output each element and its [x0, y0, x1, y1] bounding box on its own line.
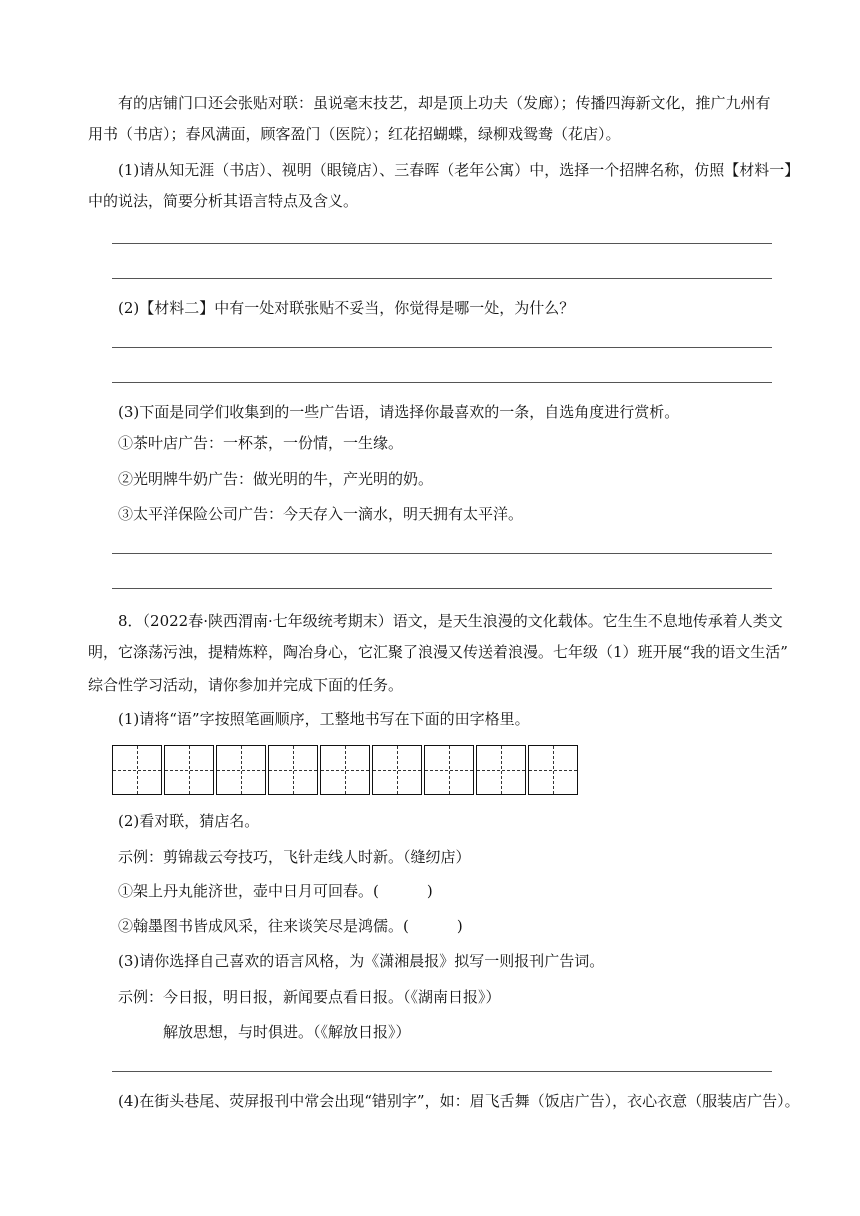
answer-line[interactable] — [112, 553, 772, 554]
sub-question-3: (3)请你选择自己喜欢的语言风格，为《潇湘晨报》拟写一则报刊广告词。 — [118, 952, 605, 970]
tianzige-cell[interactable] — [528, 745, 578, 795]
intro-line-1: 有的店铺门口还会张贴对联：虽说毫末技艺，却是顶上功夫（发廊）；传播四海新文化，推广九州有 — [118, 94, 771, 112]
tianzige-cell[interactable] — [476, 745, 526, 795]
couplet-item-2 — [88, 911, 778, 941]
close-paren: ) — [426, 882, 433, 900]
couplet-item-1-text: ①架上丹丸能济世，壶中日月可回春。( — [118, 882, 379, 900]
answer-line[interactable] — [112, 1071, 772, 1072]
couplet-item-1 — [88, 876, 778, 906]
answer-line[interactable] — [112, 347, 772, 348]
ad-item-3: ③太平洋保险公司广告：今天存入一滴水，明天拥有太平洋。 — [118, 505, 524, 523]
tianzige-cell[interactable] — [372, 745, 422, 795]
answer-line[interactable] — [112, 588, 772, 589]
close-paren: ) — [456, 917, 463, 935]
tianzige-cell[interactable] — [424, 745, 474, 795]
question-1-line-2: 中的说法，简要分析其语言特点及含义。 — [88, 192, 359, 210]
sub-question-2-example: 示例：剪锦裁云夸技巧，飞针走线人时新。（缝纫店） — [118, 848, 471, 866]
tianzige-cell[interactable] — [112, 745, 162, 795]
couplet-item-2-text: ②翰墨图书皆成风采，往来谈笑尽是鸿儒。( — [118, 917, 409, 935]
sub-question-4: (4)在街头巷尾、荧屏报刊中常会出现“错别字”，如：眉飞舌舞（饭店广告），衣心衣意（服装店广告）。 — [118, 1092, 800, 1110]
ad-item-2: ②光明牌牛奶广告：做光明的牛，产光明的奶。 — [118, 470, 434, 488]
answer-line[interactable] — [112, 243, 772, 244]
tianzige-cell[interactable] — [268, 745, 318, 795]
tianzige-grid[interactable] — [112, 745, 580, 795]
sub-question-3-example-2: 解放思想，与时俱进。（《解放日报》） — [163, 1023, 411, 1041]
ad-item-1: ①茶叶店广告：一杯茶，一份情，一生缘。 — [118, 434, 404, 452]
question-8-line-3: 综合性学习活动，请你参加并完成下面的任务。 — [88, 676, 404, 694]
tianzige-cell[interactable] — [320, 745, 370, 795]
answer-line[interactable] — [112, 382, 772, 383]
sub-question-1: (1)请将“语”字按照笔画顺序，工整地书写在下面的田字格里。 — [118, 710, 530, 728]
question-8-line-1: 8．（2022春·陕西渭南·七年级统考期末）语文，是天生浪漫的文化载体。它生生不息地传承着人类文 — [118, 612, 783, 630]
question-1-line-1: (1)请从知无涯（书店）、视明（眼镜店）、三春晖（老年公寓）中，选择一个招牌名称，仿照【材料一】 — [118, 161, 800, 179]
tianzige-cell[interactable] — [216, 745, 266, 795]
question-3: (3)下面是同学们收集到的一些广告语，请选择你最喜欢的一条，自选角度进行赏析。 — [118, 403, 680, 421]
tianzige-cell[interactable] — [164, 745, 214, 795]
question-2: (2)【材料二】中有一处对联张贴不妥当，你觉得是哪一处，为什么？ — [118, 299, 575, 317]
sub-question-3-example-1: 示例：今日报，明日报，新闻要点看日报。（《湖南日报》） — [118, 988, 501, 1006]
answer-line[interactable] — [112, 278, 772, 279]
sub-question-2: (2)看对联，猜店名。 — [118, 812, 260, 830]
intro-line-2: 用书（书店）；春风满面，顾客盈门（医院）；红花招蝴蝶，绿柳戏鸳鸯（花店）。 — [88, 125, 621, 143]
question-8-line-2: 明，它涤荡污浊，提精炼粹，陶冶身心，它汇聚了浪漫又传送着浪漫。七年级（1）班开展“我的语文生活” — [88, 643, 788, 661]
